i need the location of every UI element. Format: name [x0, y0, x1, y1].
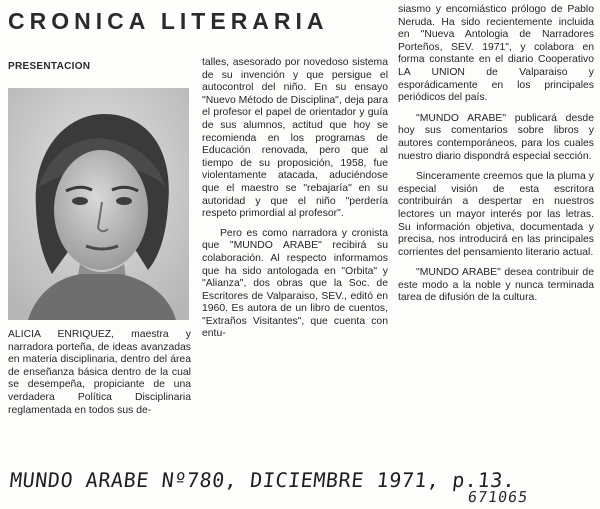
article-paragraph: siasmo y encomiástico prólogo de Pablo Neruda. Ha sido recientemente incluida en "Nueva Antologia de Narradores Porteños, SEV. 1971", y colabora en forma constante en el diario Cooperativo LA UNION de Valparaiso y esporádicamente en los principales periódicos del país.	[398, 4, 594, 104]
section-label: PRESENTACION	[8, 61, 91, 72]
article-paragraph: ALICIA ENRIQUEZ, maestra y narradora porteña, de ideas avanzadas en materia disciplinaria, dentro del área de enseñanza básica dentro de la cual se desempeña, propiciante de una verdadera Política Disciplinaria reglamentada en todos sus de-	[8, 329, 191, 416]
article-paragraph: Pero es como narradora y cronista que "MUNDO ARABE" recibirá su colaboración. Al respecto informamos que ha sido antologada en "Orbita" y "Alianza", dos obras que la Soc. de Escritores de Valparaiso, SEV., editó en 1960. Es autora de un libro de cuentos, "Extraños Visitantes", que cuenta con entu-	[202, 227, 388, 340]
portrait-illustration	[8, 88, 189, 320]
article-paragraph: "MUNDO ARABE" desea contribuir de este modo a la noble y nunca terminada tarea de difusión de la cultura.	[398, 267, 594, 304]
article-column-1	[8, 329, 191, 417]
article-paragraph: "MUNDO ARABE" publicará desde hoy sus comentarios sobre libros y autores contemporáneos, para los cuales nuestro diario dispondrá especial sección.	[398, 112, 594, 162]
archive-stamp-number: 671065	[466, 488, 530, 506]
handwritten-source-note: MUNDO ARABE Nº780, DICIEMBRE 1971, p.13.	[8, 468, 517, 492]
article-column-3	[398, 4, 594, 305]
article-column-2	[202, 57, 388, 341]
author-portrait-photo	[8, 88, 189, 320]
article-paragraph: Sinceramente creemos que la pluma y especial visión de esta escritora contribuirán a despertar en nuestros lectores un mayor interés por las letras. Su información objetiva, documentada y precisa, nos introducirá en las principales corrientes del pensamiento literario actual.	[398, 171, 594, 258]
masthead-title: CRONICA LITERARIA	[8, 8, 329, 34]
article-paragraph: talles, asesorado por novedoso sistema de su invención y que persigue el autocontrol del niño. En su ensayo "Nuevo Método de Disciplina", deja para el profesor el papel de orientador y guía de sus alumnos, actitud que hoy se recomienda en los programas de Educación renovada, pero que al tiempo de su proposición, 1958, fue violentamente atacada, aduciéndose que el maestro se "rebajaría" en su autoridad y que el niño "perdería respeto primordial al profesor".	[202, 57, 388, 220]
